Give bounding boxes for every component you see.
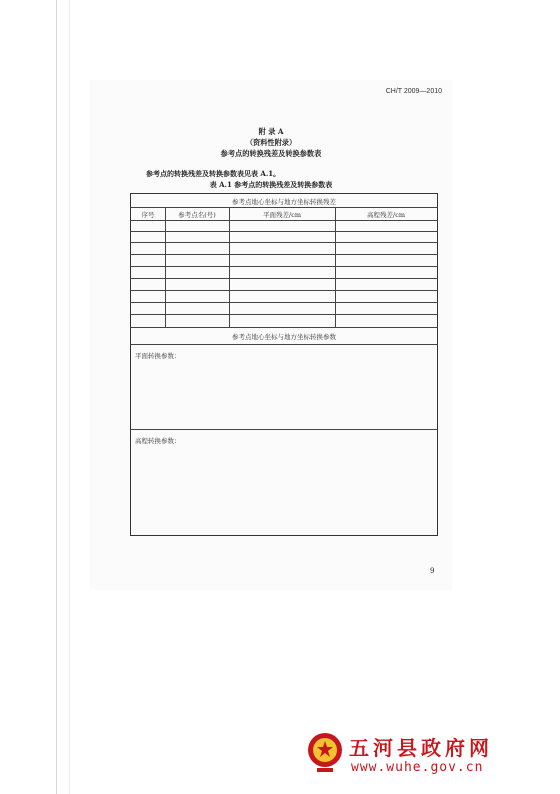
watermark-site-name: 五河县政府网 [349,736,493,760]
table-column-divider [229,208,230,327]
national-emblem-icon [305,730,345,774]
site-watermark [305,730,525,780]
height-parameters-label: 高程转换参数： [135,437,181,445]
standard-number: CH/T 2009—2010 [385,88,442,95]
page-margin-line [56,0,57,794]
scanned-page [90,80,452,590]
appendix-title-block [90,126,452,159]
column-header-height-residual: 高程残差/cm [367,211,405,219]
intro-text: 参考点的转换残差及转换参数表见表 A.1。 [146,169,281,178]
column-header-point-name: 参考点名(号) [178,211,216,219]
table-caption: 表 A.1 参考点的转换残差及转换参数表 [209,180,333,189]
table-row [131,302,437,303]
page-number: 9 [430,567,435,575]
table-rule [131,207,437,208]
column-header-index: 序号 [141,211,155,219]
plane-parameters-label: 平面转换参数： [135,352,181,360]
table-row [131,231,437,232]
table-rule [131,327,437,328]
table-rule [131,429,437,430]
table-row [131,254,437,255]
table-column-divider [165,208,166,327]
table-column-divider [335,208,336,327]
table-row [131,266,437,267]
reference-point-table [130,193,438,536]
table-row [131,314,437,315]
appendix-title: 附 录 A [258,127,284,136]
table-row [131,242,437,243]
page-margin-line [69,0,70,794]
table-rule [131,344,437,345]
appendix-type: （资料性附录） [245,138,297,147]
column-header-plane-residual: 平面残差/cm [263,211,301,219]
appendix-name: 参考点的转换残差及转换参数表 [220,149,322,158]
section-parameters-title: 参考点地心坐标与地方坐标转换参数 [232,333,336,341]
table-row [131,278,437,279]
table-rule [131,220,437,221]
watermark-url: www.wuhe.gov.cn [351,760,484,775]
section-residuals-title: 参考点地心坐标与地方坐标转换残差 [232,198,336,206]
table-row [131,290,437,291]
